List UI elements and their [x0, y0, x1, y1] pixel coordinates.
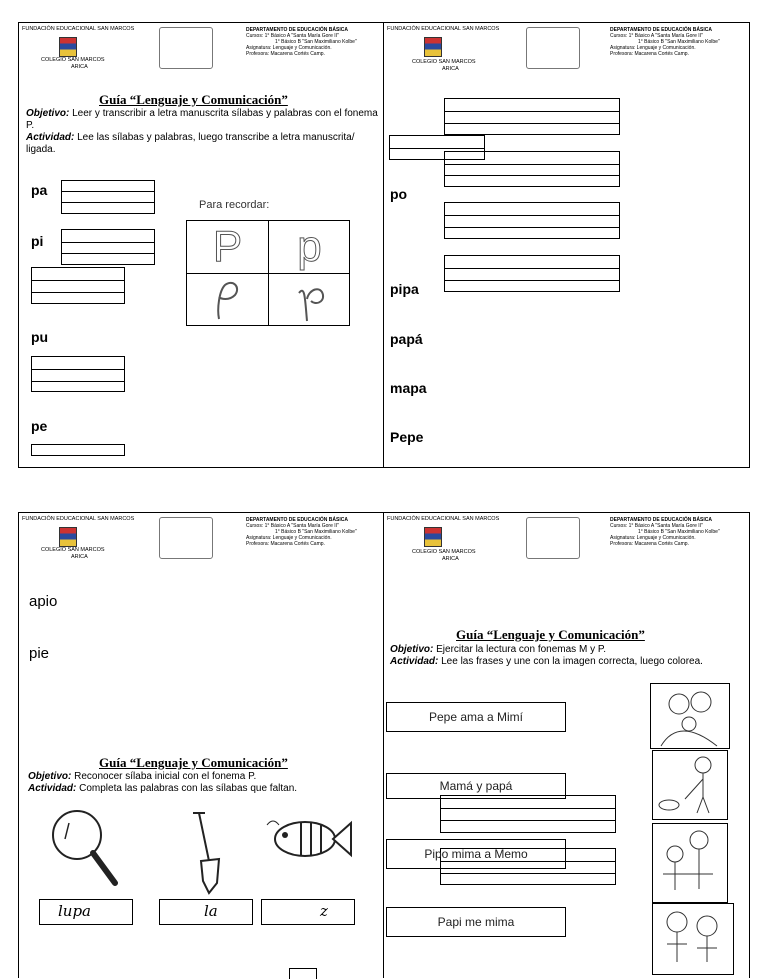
word-pipa: pipa: [390, 281, 419, 297]
cursive-lower-p-icon: [291, 279, 331, 323]
partial-picture: [289, 968, 317, 979]
word-pepe: Pepe: [390, 429, 424, 445]
word-apio: apio: [29, 593, 58, 610]
picture-family-hug[interactable]: [650, 683, 730, 749]
letter-upper-print: P: [212, 222, 243, 271]
worksheet-page-4: [384, 512, 750, 978]
cursive-upper-p-icon: [207, 279, 247, 323]
school-name: FUNDACIÓN EDUCACIONAL SAN MARCOS: [22, 516, 135, 522]
syllable-pu: pu: [31, 329, 49, 345]
sentence-box[interactable]: Papi me mima: [386, 907, 566, 937]
school-name: FUNDACIÓN EDUCACIONAL SAN MARCOS: [22, 26, 135, 32]
college-city: ARICA: [71, 64, 88, 70]
writing-lines[interactable]: [444, 202, 620, 239]
hands-logo-icon: [526, 517, 580, 559]
writing-lines[interactable]: [444, 98, 620, 135]
actividad-label: Actividad:: [26, 132, 75, 143]
profesora: Profesora: Macarena Cortés Camp.: [610, 541, 689, 547]
hands-logo-icon: [159, 517, 213, 559]
college-name: COLEGIO SAN MARCOS: [41, 547, 105, 553]
father-with-kids-icon: [653, 824, 727, 902]
cursive-writing-box[interactable]: [39, 899, 133, 925]
cursive-word: z: [320, 902, 328, 920]
profesora: Profesora: Macarena Cortés Camp.: [246, 541, 325, 547]
para-recordar-label: Para recordar:: [199, 199, 270, 211]
writing-lines[interactable]: [444, 151, 620, 187]
guide-title: Guía “Lenguaje y Comunicación”: [99, 755, 288, 770]
cursive-word: lupa: [58, 902, 92, 920]
school-name: FUNDACIÓN EDUCACIONAL SAN MARCOS: [387, 26, 500, 32]
writing-lines[interactable]: [61, 229, 155, 265]
picture-boy-dog[interactable]: [652, 750, 728, 820]
family-hug-icon: [651, 684, 729, 748]
shovel-icon: [183, 807, 233, 895]
letter-reminder-grid: [186, 220, 350, 326]
picture-two-children[interactable]: [652, 903, 734, 975]
worksheet-page-1: [18, 22, 384, 468]
cursos-line-2: 1° Básico B "San Maximiliano Kolbe": [275, 529, 357, 535]
guide-title: Guía “Lenguaje y Comunicación”: [456, 627, 645, 642]
profesora: Profesora: Macarena Cortés Camp.: [610, 51, 689, 57]
school-crest-icon: [59, 527, 77, 547]
objetivo-label: Objetivo:: [28, 771, 72, 782]
sentence-box[interactable]: Pepe ama a Mimí: [386, 702, 566, 732]
writing-lines[interactable]: [61, 180, 155, 214]
college-city: ARICA: [442, 556, 459, 562]
guide-title: Guía “Lenguaje y Comunicación”: [99, 92, 288, 107]
guide-instructions: [26, 108, 378, 156]
syllable-pe: pe: [31, 418, 48, 434]
asignatura: Asignatura: Lenguaje y Comunicación.: [246, 45, 332, 51]
school-crest-icon: [424, 527, 442, 547]
actividad-text: Completa las palabras con las sílabas que faltan.: [76, 783, 298, 794]
worksheet-page-2: [384, 22, 750, 468]
college-name: COLEGIO SAN MARCOS: [412, 59, 476, 65]
college-name: COLEGIO SAN MARCOS: [412, 549, 476, 555]
profesora: Profesora: Macarena Cortés Camp.: [246, 51, 325, 57]
school-name: FUNDACIÓN EDUCACIONAL SAN MARCOS: [387, 516, 500, 522]
objetivo-text: Reconocer sílaba inicial con el fonema P.: [71, 771, 257, 782]
hands-logo-icon: [159, 27, 213, 69]
cursos-line-2: 1° Básico B "San Maximiliano Kolbe": [638, 39, 720, 45]
cursos-line-1: Cursos: 1° Básico A "Santa María Gore II": [610, 523, 703, 529]
sentence-box[interactable]: Mamá y papá: [386, 773, 566, 799]
objetivo-label: Objetivo:: [26, 108, 70, 119]
cursos-line-2: 1° Básico B "San Maximiliano Kolbe": [275, 39, 357, 45]
two-children-icon: [653, 904, 733, 974]
dept-title: DEPARTAMENTO DE EDUCACIÓN BÁSICA: [610, 517, 712, 523]
asignatura: Asignatura: Lenguaje y Comunicación.: [246, 535, 332, 541]
cursive-word: la: [204, 902, 218, 920]
actividad-label: Actividad:: [28, 783, 77, 794]
magnifying-glass-icon: [47, 807, 123, 889]
boy-walking-dog-icon: [653, 751, 727, 819]
writing-lines[interactable]: [31, 267, 125, 304]
objetivo-label: Objetivo:: [390, 644, 434, 655]
letter-lower-print: p: [297, 222, 322, 271]
actividad-label: Actividad:: [390, 656, 439, 667]
sentence-box[interactable]: Pipo mima a Memo: [386, 839, 566, 869]
objetivo-text: Ejercitar la lectura con fonemas M y P.: [433, 644, 607, 655]
hands-logo-icon: [526, 27, 580, 69]
word-mapa: mapa: [390, 380, 427, 396]
writing-line[interactable]: [31, 444, 125, 456]
syllable-pi: pi: [31, 233, 44, 249]
guide-instructions: [28, 771, 378, 795]
dept-title: DEPARTAMENTO DE EDUCACIÓN BÁSICA: [610, 27, 712, 33]
syllable-pa: pa: [31, 182, 48, 198]
writing-lines[interactable]: [31, 356, 125, 392]
cursos-line-1: Cursos: 1° Básico A "Santa María Gore II": [246, 523, 339, 529]
word-pie: pie: [29, 645, 50, 662]
school-crest-icon: [59, 37, 77, 57]
asignatura: Asignatura: Lenguaje y Comunicación.: [610, 45, 696, 51]
picture-family-kids[interactable]: [652, 823, 728, 903]
cursive-writing-box[interactable]: [261, 899, 355, 925]
college-name: COLEGIO SAN MARCOS: [41, 57, 105, 63]
objetivo-text: Leer y transcribir a letra manuscrita sílabas y palabras con el fonema P.: [26, 108, 378, 131]
cursos-line-2: 1° Básico B "San Maximiliano Kolbe": [638, 529, 720, 535]
guide-instructions: [390, 644, 740, 668]
fish-icon: [263, 811, 353, 863]
cursos-line-1: Cursos: 1° Básico A "Santa María Gore II": [246, 33, 339, 39]
college-city: ARICA: [442, 66, 459, 72]
school-crest-icon: [424, 37, 442, 57]
dept-title: DEPARTAMENTO DE EDUCACIÓN BÁSICA: [246, 517, 348, 523]
cursive-writing-box[interactable]: [159, 899, 253, 925]
dept-title: DEPARTAMENTO DE EDUCACIÓN BÁSICA: [246, 27, 348, 33]
actividad-text: Lee las frases y une con la imagen correcta, luego colorea.: [438, 656, 703, 667]
worksheet-page-3: [18, 512, 384, 978]
writing-lines[interactable]: [444, 255, 620, 292]
college-city: ARICA: [71, 554, 88, 560]
writing-lines[interactable]: [440, 795, 616, 833]
cursos-line-1: Cursos: 1° Básico A "Santa María Gore II": [610, 33, 703, 39]
actividad-text: Lee las sílabas y palabras, luego transcribe a letra manuscrita/ ligada.: [26, 132, 355, 155]
word-papa: papá: [390, 331, 423, 347]
asignatura: Asignatura: Lenguaje y Comunicación.: [610, 535, 696, 541]
word-po: po: [390, 186, 408, 202]
